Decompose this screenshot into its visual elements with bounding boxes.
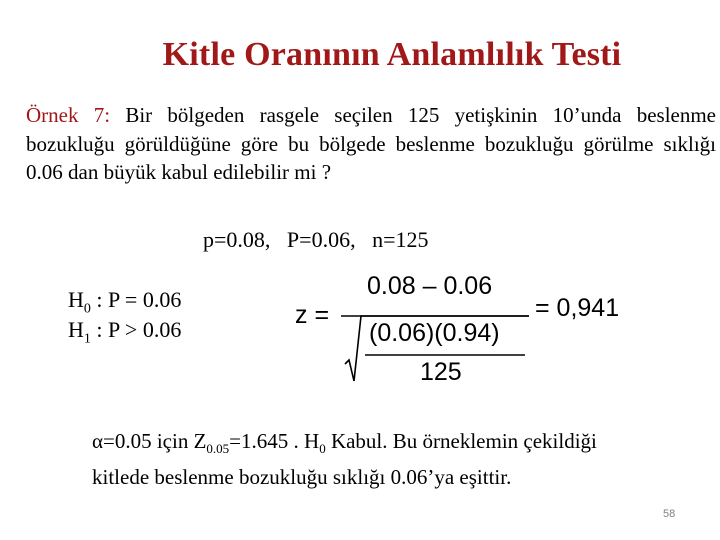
conclusion-z-value: =1.645 . H <box>229 429 320 453</box>
z-formula <box>293 272 633 390</box>
h0-subscript: 0 <box>83 301 91 317</box>
h1-subscript: 1 <box>83 331 91 347</box>
h1-text: : P > 0.06 <box>90 317 182 342</box>
formula-result: = 0,941 <box>535 294 620 322</box>
h1-symbol: H <box>68 317 84 342</box>
given-P: P=0.06, <box>286 227 356 252</box>
h0-symbol: H <box>68 287 84 312</box>
page-number: 58 <box>663 508 676 520</box>
given-p: p=0.08, <box>203 227 271 252</box>
conclusion-h-subscript: 0 <box>319 441 326 457</box>
formula-numerator: 0.08 – 0.06 <box>367 272 493 300</box>
hypothesis-h0 <box>68 287 181 317</box>
hypothesis-h1 <box>68 317 181 347</box>
conclusion-paragraph <box>92 427 652 492</box>
example-text: Bir bölgeden rasgele seçilen 125 yetişkinin 10’unda beslenme bozukluğu görüldüğüne göre bu bölgede beslenme bozukluğu görülme sıklığı 0.06 dan büyük kabul edilebilir mi ? <box>26 103 717 184</box>
given-n: n=125 <box>372 227 429 252</box>
example-label: Örnek 7: <box>26 103 111 127</box>
conclusion-rest: Kabul. Bu örneklemin çekildiği kitlede beslenme bozukluğu sıklığı 0.06’ya eşittir. <box>92 429 597 490</box>
given-values <box>203 227 429 253</box>
formula-inner-denominator: 125 <box>420 358 462 386</box>
slide-title: Kitle Oranının Anlamlılık Testi <box>162 36 622 73</box>
example-paragraph <box>26 101 716 187</box>
formula-lhs: z = <box>295 301 330 329</box>
formula-inner-numerator: (0.06)(0.94) <box>369 319 500 347</box>
conclusion-z-subscript: 0.05 <box>206 441 230 457</box>
h0-text: : P = 0.06 <box>90 287 182 312</box>
conclusion-alpha: α=0.05 için Z <box>92 429 207 453</box>
